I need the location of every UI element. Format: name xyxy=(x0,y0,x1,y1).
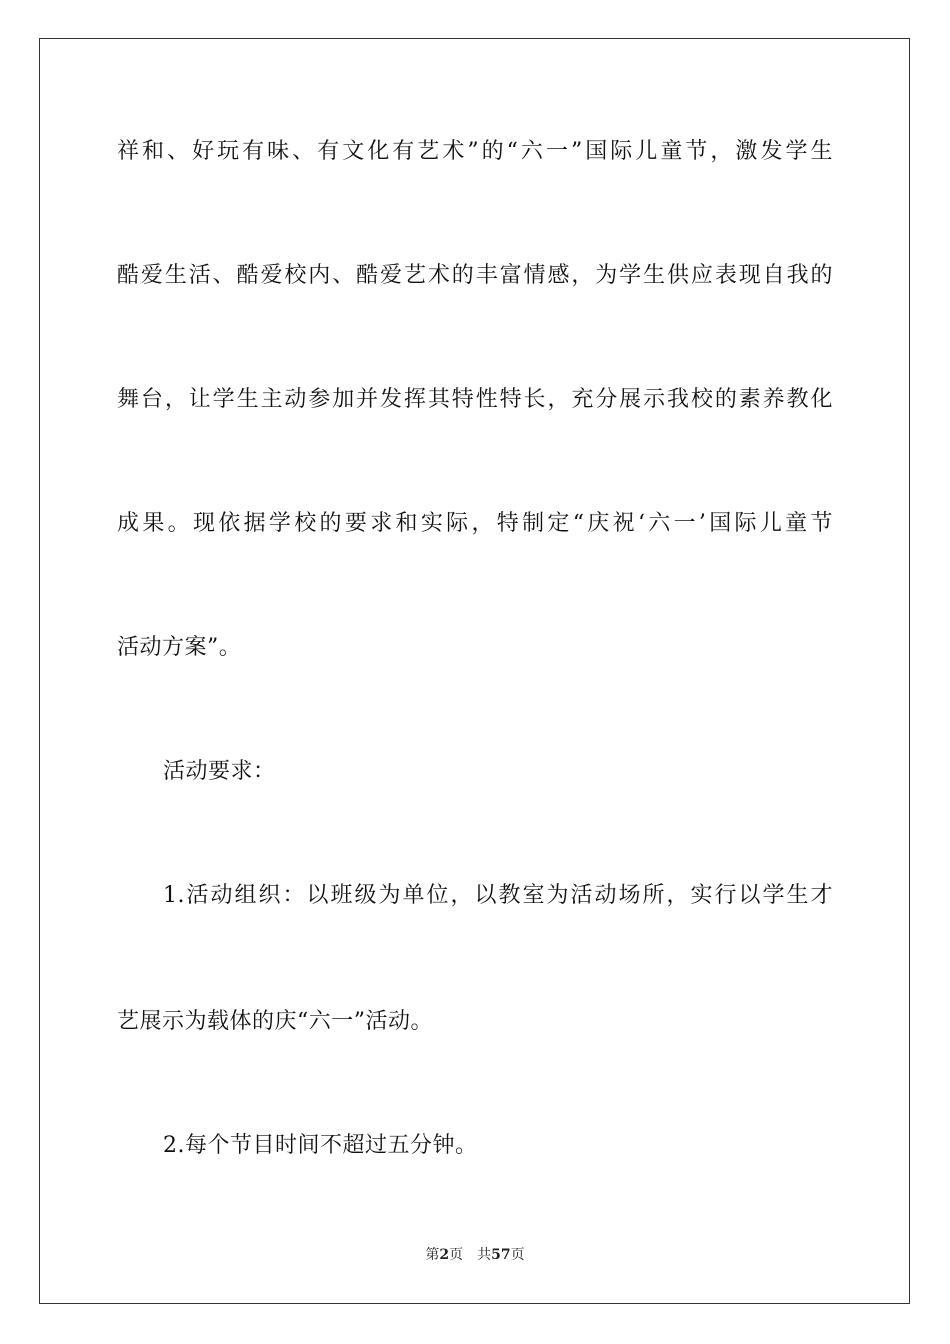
section-heading-requirements: 活动要求： xyxy=(163,759,276,784)
body-line-4: 成果。现依据学校的要求和实际，特制定“庆祝‘六一’国际儿童节 xyxy=(117,511,833,536)
page-frame xyxy=(39,38,910,1304)
footer-total-prefix: 共 xyxy=(477,1247,492,1263)
footer-total-pages: 57 xyxy=(491,1247,511,1263)
requirement-1-line-1: 1.活动组织：以班级为单位，以教室为活动场所，实行以学生才 xyxy=(163,883,833,908)
body-line-3: 舞台，让学生主动参加并发挥其特性特长，充分展示我校的素养教化 xyxy=(117,387,833,412)
body-line-1: 祥和、好玩有味、有文化有艺术”的“六一”国际儿童节，激发学生 xyxy=(117,139,833,164)
footer-total-suffix: 页 xyxy=(510,1247,525,1263)
requirement-1-line-2: 艺展示为载体的庆“六一”活动。 xyxy=(117,1009,433,1034)
footer-prefix: 第 xyxy=(425,1247,440,1263)
requirement-2: 2.每个节目时间不超过五分钟。 xyxy=(163,1133,478,1158)
page-footer xyxy=(0,1246,950,1264)
body-line-5: 活动方案”。 xyxy=(117,635,242,660)
footer-page-suffix: 页 xyxy=(449,1247,464,1263)
footer-page-number: 2 xyxy=(439,1247,450,1263)
body-line-2: 酷爱生活、酷爱校内、酷爱艺术的丰富情感，为学生供应表现自我的 xyxy=(117,263,833,288)
